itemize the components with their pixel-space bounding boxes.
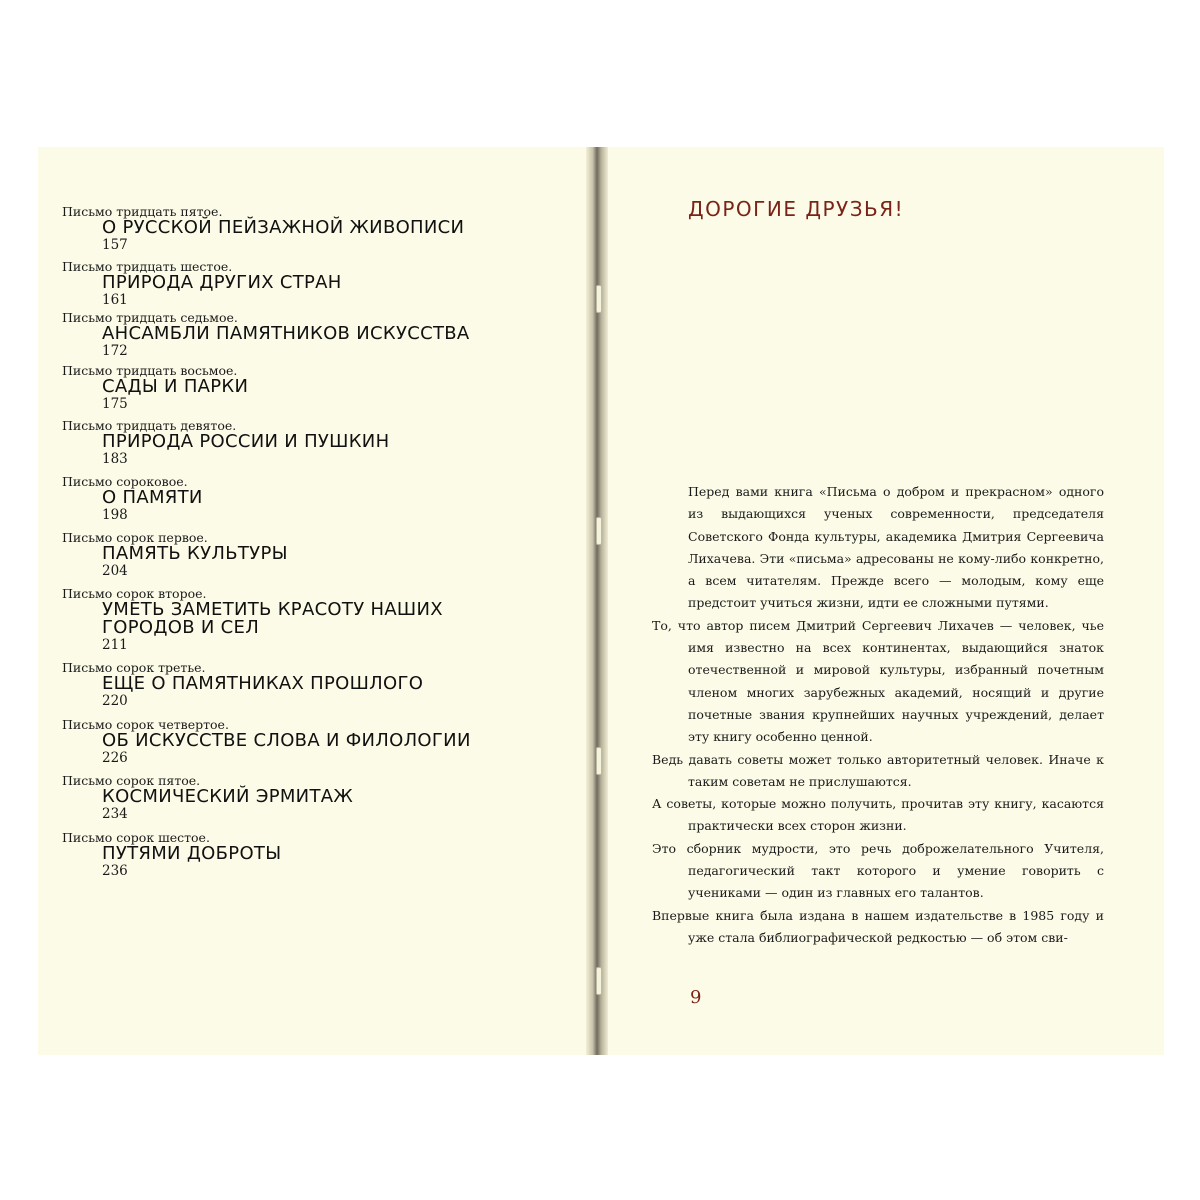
paragraph: Впервые книга была издана в нашем издательстве в 1985 году и уже стала библиографической редкостью — об этом сви- [652,907,1104,945]
paragraph: Перед вами книга «Письма о добром и прекрасном» одного из выдающихся ученых современности, председателя Советского Фонда культуры, академика Дмитрия Сергеевича Лихачева. Эти «письма» адресованы не кому-либо конкретно, а всем читателям. Прежде всего — молодым, кому еще предстоит учиться жизни, идти ее сложными путями. [688,484,1104,611]
toc-entry-label: Письмо сорок первое. [62,530,208,545]
toc-entry-title: ПРИРОДА ДРУГИХ СТРАН [102,272,342,293]
toc-entry-title: АНСАМБЛИ ПАМЯТНИКОВ ИСКУССТВА [102,323,470,344]
toc-entry-label: Письмо тридцать седьмое. [62,310,238,325]
binding-stitch [596,747,602,775]
toc-entry-label: Письмо сорок третье. [62,660,206,675]
toc-entry-title: О РУССКОЙ ПЕЙЗАЖНОЙ ЖИВОПИСИ [102,217,465,238]
toc-entry [62,475,582,523]
toc-entry [62,831,582,879]
toc-entry-page: 161 [102,292,128,308]
toc-entry-page: 183 [102,451,128,467]
toc-entry [62,419,582,467]
toc-entry-page: 204 [102,563,128,579]
toc-entry-page: 198 [102,507,128,523]
toc-entry-label: Письмо сорок второе. [62,586,207,601]
toc-entry-label: Письмо сороковое. [62,474,188,489]
toc-entry [62,587,582,653]
toc-entry-page: 220 [102,693,128,709]
toc-entry [62,661,582,709]
page-heading: ДОРОГИЕ ДРУЗЬЯ! [688,197,905,221]
toc-entry [62,364,582,412]
toc-entry-label: Письмо тридцать восьмое. [62,363,238,378]
toc-entry-label: Письмо сорок пятое. [62,773,201,788]
toc-entry-label: Письмо сорок шестое. [62,830,210,845]
toc-entry-page: 175 [102,396,128,412]
toc-entry-title: КОСМИЧЕСКИЙ ЭРМИТАЖ [102,786,354,807]
toc-entry [62,531,582,579]
toc-entry [62,260,582,308]
toc-entry-title: САДЫ И ПАРКИ [102,376,249,397]
right-page [608,147,1164,1055]
binding-stitch [596,285,602,313]
toc-entry-page: 172 [102,343,128,359]
page-number: 9 [690,987,702,1008]
paragraph: А советы, которые можно получить, прочитав эту книгу, касаются практически всех сторон жизни. [652,796,1104,834]
paragraph: То, что автор писем Дмитрий Сергеевич Лихачев — человек, чье имя известно на всех континентах, выдающийся знаток отечественной и мировой культуры, избранный почетным членом многих зарубежных академий, носящий и другие почетные звания крупнейших научных учреждений, делает эту книгу особенно ценной. [652,617,1104,745]
toc-entry-page: 234 [102,806,128,822]
toc-entry [62,718,582,766]
binding-stitch [596,967,602,995]
toc-entry-page: 157 [102,237,128,253]
toc-entry-label: Письмо тридцать пятое. [62,204,223,219]
toc-entry-title: О ПАМЯТИ [102,487,203,508]
toc-entry-page: 211 [102,637,128,653]
toc-entry-title: ОБ ИСКУССТВЕ СЛОВА И ФИЛОЛОГИИ [102,730,471,751]
toc-entry [62,774,582,822]
toc-entry-page: 226 [102,750,128,766]
toc-entry [62,205,582,253]
toc-entry-title: ПУТЯМИ ДОБРОТЫ [102,843,282,864]
paragraph: Это сборник мудрости, это речь доброжелательного Учителя, педагогический такт которого и умение говорить с учениками — один из главных его талантов. [652,840,1104,901]
toc-entry-label: Письмо тридцать девятое. [62,418,237,433]
toc-entry-title: УМЕТЬ ЗАМЕТИТЬ КРАСОТУ НАШИХ ГОРОДОВ И СЕЛ [102,599,443,638]
paragraph: Ведь давать советы может только авторитетный человек. Иначе к таким советам не прислушаются. [652,751,1104,789]
toc-entry-title: ЕЩЕ О ПАМЯТНИКАХ ПРОШЛОГО [102,673,424,694]
toc-entry-title: ПАМЯТЬ КУЛЬТУРЫ [102,543,288,564]
toc-entry-label: Письмо тридцать шестое. [62,259,233,274]
book-gutter [586,147,608,1055]
binding-stitch [596,517,602,545]
book-spread [38,147,1164,1055]
left-page [38,147,586,1055]
toc-entry-label: Письмо сорок четвертое. [62,717,229,732]
body-text [652,481,1104,949]
toc-entry-page: 236 [102,863,128,879]
toc-entry [62,311,582,359]
toc-entry-title: ПРИРОДА РОССИИ И ПУШКИН [102,431,390,452]
